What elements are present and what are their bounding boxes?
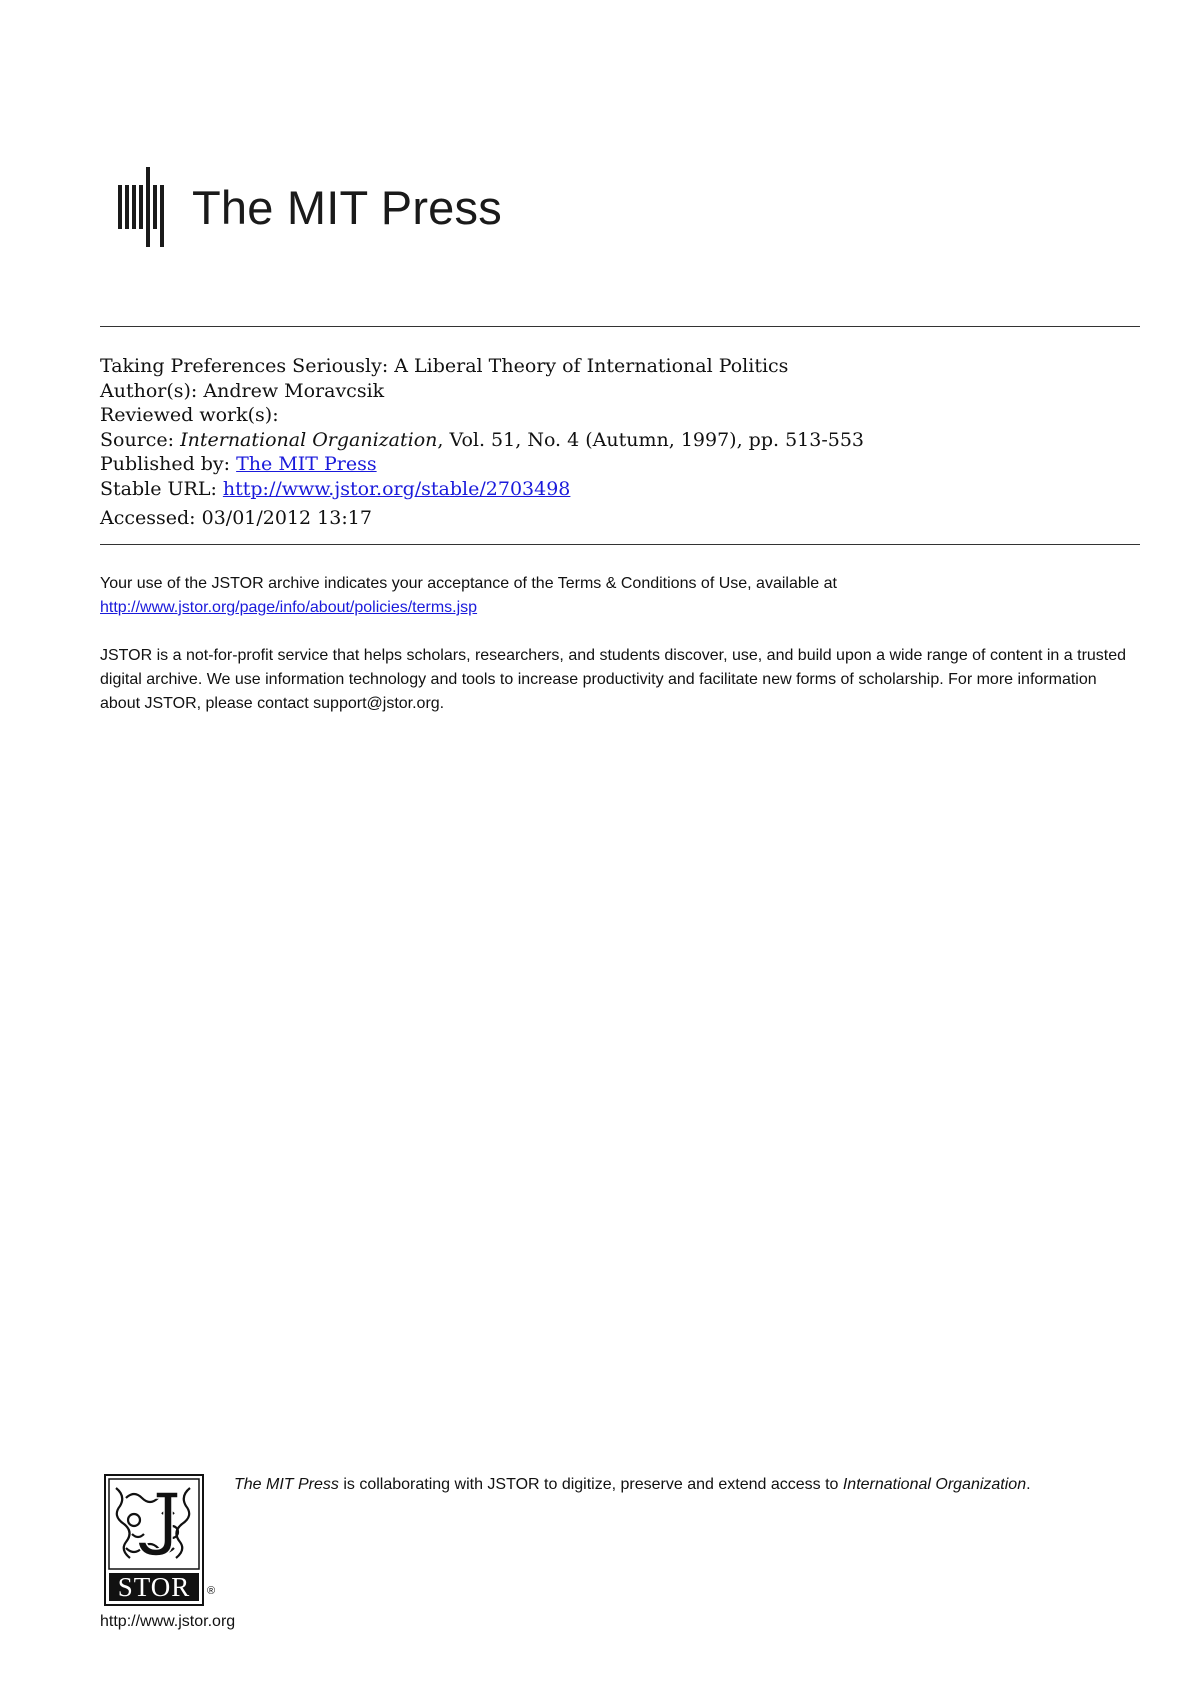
source-row bbox=[100, 428, 864, 453]
terms-notice bbox=[100, 572, 1140, 620]
about-jstor: JSTOR is a not-for-profit service that helps scholars, researchers, and students discover, use, and build upon a wide range of content in a trusted digital archive. We use information technology and tools to increase productivity and facilitate new forms of scholarship. For more information about JSTOR, please contact support@jstor.org. bbox=[100, 647, 1127, 712]
article-title: Taking Preferences Seriously: A Liberal Theory of International Politics bbox=[100, 355, 789, 377]
collaboration-note bbox=[234, 1476, 1084, 1494]
top-divider bbox=[100, 326, 1140, 327]
stable-url-link[interactable]: http://www.jstor.org/stable/2703498 bbox=[222, 477, 571, 500]
author-name: Andrew Moravcsik bbox=[203, 379, 385, 402]
accessed-row bbox=[100, 506, 864, 531]
publisher-row bbox=[100, 452, 864, 477]
stable-url-label: Stable URL: bbox=[100, 477, 217, 500]
accessed-label: Accessed: bbox=[100, 507, 196, 529]
stable-url-row bbox=[100, 477, 864, 502]
jstor-home-link[interactable]: http://www.jstor.org bbox=[100, 1613, 236, 1630]
publisher-label: Published by: bbox=[100, 453, 231, 475]
collab-text: is collaborating with JSTOR to digitize, preserve and extend access to bbox=[338, 1476, 843, 1493]
terms-text: Your use of the JSTOR archive indicates your acceptance of the Terms & Conditions of Use, available at bbox=[100, 575, 837, 592]
bottom-divider bbox=[100, 544, 1140, 545]
jstor-logo-label: STOR bbox=[117, 1572, 191, 1602]
accessed-date: 03/01/2012 13:17 bbox=[201, 507, 372, 529]
reviewed-works-row: Reviewed work(s): bbox=[100, 404, 279, 426]
mit-press-logo-text: The MIT Press bbox=[192, 180, 502, 234]
citation-block bbox=[100, 354, 864, 531]
source-label: Source: bbox=[100, 428, 175, 451]
mit-press-logo bbox=[118, 167, 502, 247]
mit-press-bars-icon bbox=[118, 167, 170, 247]
author-label: Author(s): bbox=[100, 379, 198, 402]
terms-link[interactable]: http://www.jstor.org/page/info/about/policies/terms.jsp bbox=[100, 599, 478, 616]
collab-end: . bbox=[1026, 1476, 1031, 1493]
author-row bbox=[100, 379, 864, 404]
publisher-link[interactable]: The MIT Press bbox=[236, 453, 377, 475]
source-details: , Vol. 51, No. 4 (Autumn, 1997), pp. 513-553 bbox=[437, 428, 865, 451]
jstor-logo bbox=[104, 1474, 204, 1610]
journal-name: International Organization bbox=[180, 428, 438, 451]
collab-publisher: The MIT Press bbox=[234, 1476, 339, 1493]
collab-journal: International Organization bbox=[842, 1476, 1027, 1493]
registered-mark: ® bbox=[207, 1585, 216, 1597]
